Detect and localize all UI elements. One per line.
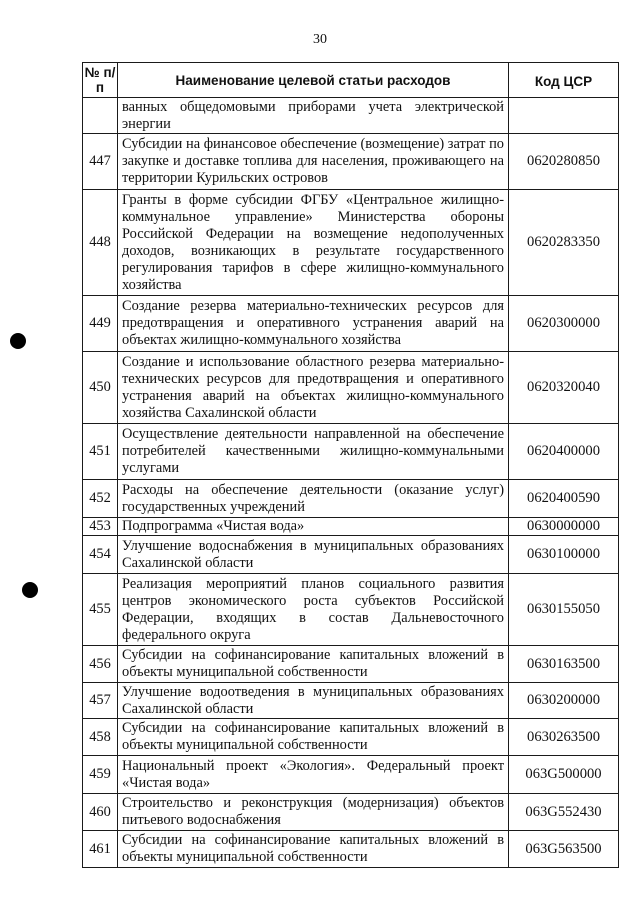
row-number: 461: [83, 831, 118, 868]
row-code: 0620320040: [509, 352, 619, 424]
row-number: 449: [83, 296, 118, 352]
binder-hole-mark: [10, 333, 26, 349]
row-code: 0630200000: [509, 683, 619, 719]
row-code: 0620400590: [509, 480, 619, 518]
header-code: Код ЦСР: [509, 63, 619, 98]
table-row: [83, 646, 619, 683]
table-row: [83, 296, 619, 352]
row-number: 454: [83, 536, 118, 574]
header-number: № п/п: [83, 63, 118, 98]
row-code: 0620300000: [509, 296, 619, 352]
row-number: 460: [83, 794, 118, 831]
table-body: [83, 98, 619, 868]
row-code: [509, 98, 619, 134]
row-code: 063G563500: [509, 831, 619, 868]
row-number: [83, 98, 118, 134]
table-row: [83, 719, 619, 756]
row-number: 452: [83, 480, 118, 518]
table-header-row: [83, 63, 619, 98]
table-row: [83, 352, 619, 424]
row-code: 0630000000: [509, 518, 619, 536]
row-code: 063G552430: [509, 794, 619, 831]
row-name: Субсидии на финансовое обеспечение (возмещение) затрат по закупке и доставке топлива для населения, проживающего на территории Курильских островов: [118, 134, 509, 190]
table-row: [83, 98, 619, 134]
row-name: Подпрограмма «Чистая вода»: [118, 518, 509, 536]
table-row: [83, 683, 619, 719]
table-row: [83, 480, 619, 518]
row-name: Осуществление деятельности направленной на обеспечение потребителей качественными жилищно-коммунальными услугами: [118, 424, 509, 480]
row-name: ванных общедомовыми приборами учета электрической энергии: [118, 98, 509, 134]
page-number: 30: [313, 32, 327, 47]
row-code: 0630163500: [509, 646, 619, 683]
row-name: Реализация мероприятий планов социального развития центров экономического роста субъектов Российской Федерации, входящих в состав Дальневосточного федерального округа: [118, 574, 509, 646]
row-name: Улучшение водоотведения в муниципальных образованиях Сахалинской области: [118, 683, 509, 719]
row-number: 456: [83, 646, 118, 683]
row-code: 0620283350: [509, 190, 619, 296]
binder-hole-mark: [22, 582, 38, 598]
header-name: Наименование целевой статьи расходов: [118, 63, 509, 98]
table-row: [83, 536, 619, 574]
table-row: [83, 190, 619, 296]
row-name: Улучшение водоснабжения в муниципальных образованиях Сахалинской области: [118, 536, 509, 574]
row-name: Создание резерва материально-технических ресурсов для предотвращения и оперативного устранения аварий на объектах жилищно-коммунального хозяйства: [118, 296, 509, 352]
row-number: 451: [83, 424, 118, 480]
table-row: [83, 424, 619, 480]
row-code: 0630263500: [509, 719, 619, 756]
row-number: 455: [83, 574, 118, 646]
budget-table: [82, 62, 619, 868]
row-name: Субсидии на софинансирование капитальных вложений в объекты муниципальной собственности: [118, 831, 509, 868]
row-name: Субсидии на софинансирование капитальных вложений в объекты муниципальной собственности: [118, 646, 509, 683]
row-number: 447: [83, 134, 118, 190]
table-row: [83, 134, 619, 190]
row-code: 0630100000: [509, 536, 619, 574]
row-code: 0620280850: [509, 134, 619, 190]
row-code: 0630155050: [509, 574, 619, 646]
row-number: 453: [83, 518, 118, 536]
row-name: Расходы на обеспечение деятельности (оказание услуг) государственных учреждений: [118, 480, 509, 518]
table-row: [83, 794, 619, 831]
row-name: Создание и использование областного резерва материально-технических ресурсов для предотвращения и оперативного устранения аварий на объектах жилищно-коммунального хозяйства Сахалинской области: [118, 352, 509, 424]
row-number: 459: [83, 756, 118, 794]
row-number: 450: [83, 352, 118, 424]
row-number: 458: [83, 719, 118, 756]
row-number: 457: [83, 683, 118, 719]
table-row: [83, 756, 619, 794]
row-code: 063G500000: [509, 756, 619, 794]
row-name: Строительство и реконструкция (модернизация) объектов питьевого водоснабжения: [118, 794, 509, 831]
row-number: 448: [83, 190, 118, 296]
row-code: 0620400000: [509, 424, 619, 480]
row-name: Гранты в форме субсидии ФГБУ «Центральное жилищно-коммунальное управление» Министерства обороны Российской Федерации на возмещение недополученных доходов, возникающих в результате государственного регулирования тарифов в сфере жилищно-коммунального хозяйства: [118, 190, 509, 296]
row-name: Субсидии на софинансирование капитальных вложений в объекты муниципальной собственности: [118, 719, 509, 756]
row-name: Национальный проект «Экология». Федеральный проект «Чистая вода»: [118, 756, 509, 794]
table-row: [83, 574, 619, 646]
table-row: [83, 831, 619, 868]
table-row: [83, 518, 619, 536]
